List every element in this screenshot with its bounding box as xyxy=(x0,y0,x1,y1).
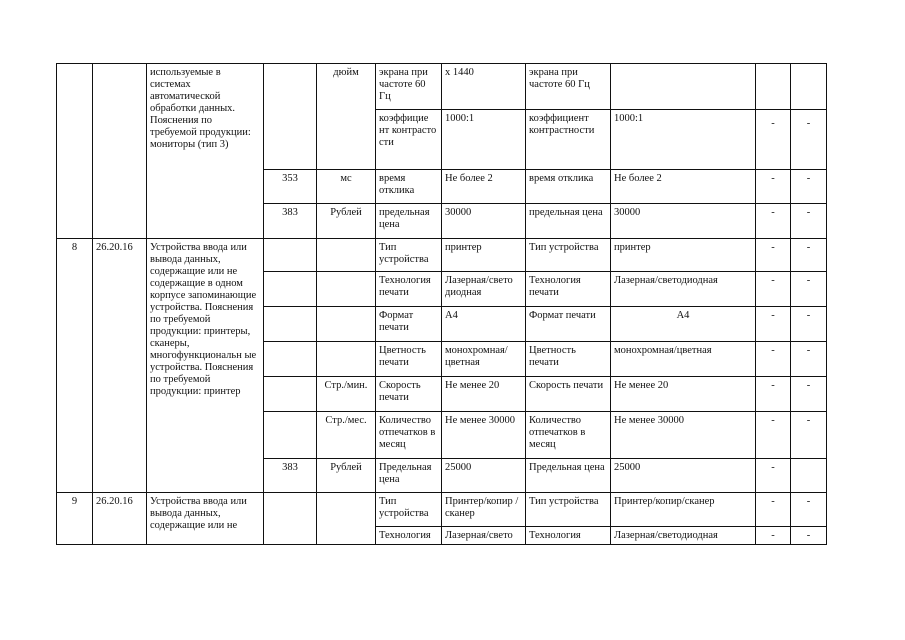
function-purpose: - xyxy=(791,272,827,307)
okei-code: 383 xyxy=(264,459,317,493)
value-act: Не менее 20 xyxy=(442,377,526,412)
unit: дюйм xyxy=(317,64,376,110)
justification: - xyxy=(756,527,791,545)
justification: - xyxy=(756,412,791,459)
function-purpose: - xyxy=(791,342,827,377)
row-number: 8 xyxy=(57,239,93,493)
value-2: Принтер/копир/сканер xyxy=(611,493,756,527)
okei-code xyxy=(264,307,317,342)
unit xyxy=(317,307,376,342)
characteristic: Тип устройства xyxy=(376,239,442,272)
value-act: 1000:1 xyxy=(442,110,526,170)
table-row xyxy=(57,493,827,527)
justification: - xyxy=(756,170,791,204)
characteristic-2: Технология xyxy=(526,527,611,545)
justification: - xyxy=(756,110,791,170)
characteristic: Технология xyxy=(376,527,442,545)
characteristic-2: время отклика xyxy=(526,170,611,204)
unit xyxy=(317,493,376,545)
unit xyxy=(317,342,376,377)
function-purpose: - xyxy=(791,412,827,459)
characteristic-2: Скорость печати xyxy=(526,377,611,412)
function-purpose: - xyxy=(791,204,827,239)
unit xyxy=(317,272,376,307)
okei-code: 383 xyxy=(264,204,317,239)
function-purpose: - xyxy=(791,527,827,545)
justification: - xyxy=(756,377,791,412)
characteristic: время отклика xyxy=(376,170,442,204)
characteristic-2: экрана при частоте 60 Гц xyxy=(526,64,611,110)
value-act: x 1440 xyxy=(442,64,526,110)
value-2: принтер xyxy=(611,239,756,272)
characteristic: коэффицие нт контрасто сти xyxy=(376,110,442,170)
okpd-code: 26.20.16 xyxy=(93,239,147,493)
value-act: Лазерная/свето xyxy=(442,527,526,545)
value-act: 25000 xyxy=(442,459,526,493)
justification: - xyxy=(756,307,791,342)
characteristic-2: коэффициент контрастности xyxy=(526,110,611,170)
unit: Рублей xyxy=(317,459,376,493)
okei-code xyxy=(264,64,317,170)
characteristic: Скорость печати xyxy=(376,377,442,412)
characteristic: Количество отпечатков в месяц xyxy=(376,412,442,459)
value-2: 25000 xyxy=(611,459,756,493)
characteristic-2: Тип устройства xyxy=(526,493,611,527)
function-purpose xyxy=(791,64,827,110)
value-act: монохромная/ цветная xyxy=(442,342,526,377)
okei-code xyxy=(264,272,317,307)
characteristic: предельная цена xyxy=(376,204,442,239)
product-name: используемые в системах автоматической обработки данных. Пояснения по требуемой продукции: мониторы (тип 3) xyxy=(147,64,264,239)
okei-code xyxy=(264,412,317,459)
justification xyxy=(756,64,791,110)
okpd-code: 26.20.16 xyxy=(93,493,147,545)
table-row xyxy=(57,239,827,272)
function-purpose: - xyxy=(791,170,827,204)
characteristic: Технология печати xyxy=(376,272,442,307)
value-act: 30000 xyxy=(442,204,526,239)
row-number xyxy=(57,64,93,239)
characteristic-2: Цветность печати xyxy=(526,342,611,377)
value-2: А4 xyxy=(611,307,756,342)
unit: мс xyxy=(317,170,376,204)
value-2: Лазерная/светодиодная xyxy=(611,527,756,545)
okpd-code xyxy=(93,64,147,239)
justification: - xyxy=(756,342,791,377)
characteristic: Цветность печати xyxy=(376,342,442,377)
table-row xyxy=(57,64,827,110)
value-act: Лазерная/свето диодная xyxy=(442,272,526,307)
value-act: Принтер/копир /сканер xyxy=(442,493,526,527)
okei-code: 353 xyxy=(264,170,317,204)
okei-code xyxy=(264,377,317,412)
value-2: Не менее 20 xyxy=(611,377,756,412)
product-name: Устройства ввода или вывода данных, содержащие или не содержащие в одном корпусе запоминающие устройства. Пояснения по требуемой продукции: принтеры, сканеры, многофункциональн ые устройства. Пояснения по требуемой продукции: принтер xyxy=(147,239,264,493)
justification: - xyxy=(756,493,791,527)
okei-code xyxy=(264,342,317,377)
characteristic-2: Предельная цена xyxy=(526,459,611,493)
specification-table xyxy=(56,63,827,545)
function-purpose xyxy=(791,459,827,493)
characteristic: Тип устройства xyxy=(376,493,442,527)
characteristic-2: предельная цена xyxy=(526,204,611,239)
justification: - xyxy=(756,239,791,272)
function-purpose: - xyxy=(791,307,827,342)
okei-code xyxy=(264,239,317,272)
function-purpose: - xyxy=(791,377,827,412)
value-2: Не менее 30000 xyxy=(611,412,756,459)
function-purpose: - xyxy=(791,493,827,527)
row-number: 9 xyxy=(57,493,93,545)
characteristic-2: Тип устройства xyxy=(526,239,611,272)
value-act: А4 xyxy=(442,307,526,342)
characteristic: Предельная цена xyxy=(376,459,442,493)
justification: - xyxy=(756,272,791,307)
value-act: принтер xyxy=(442,239,526,272)
function-purpose: - xyxy=(791,239,827,272)
justification: - xyxy=(756,459,791,493)
characteristic-2: Технология печати xyxy=(526,272,611,307)
value-2: 1000:1 xyxy=(611,110,756,170)
okei-code xyxy=(264,493,317,545)
value-act: Не более 2 xyxy=(442,170,526,204)
value-2: Не более 2 xyxy=(611,170,756,204)
characteristic-2: Количество отпечатков в месяц xyxy=(526,412,611,459)
value-act: Не менее 30000 xyxy=(442,412,526,459)
justification: - xyxy=(756,204,791,239)
characteristic: экрана при частоте 60 Гц xyxy=(376,64,442,110)
value-2: монохромная/цветная xyxy=(611,342,756,377)
product-name: Устройства ввода или вывода данных, содержащие или не xyxy=(147,493,264,545)
value-2: Лазерная/светодиодная xyxy=(611,272,756,307)
unit: Стр./мес. xyxy=(317,412,376,459)
unit xyxy=(317,110,376,170)
value-2: 30000 xyxy=(611,204,756,239)
unit: Стр./мин. xyxy=(317,377,376,412)
function-purpose: - xyxy=(791,110,827,170)
characteristic: Формат печати xyxy=(376,307,442,342)
unit xyxy=(317,239,376,272)
unit: Рублей xyxy=(317,204,376,239)
characteristic-2: Формат печати xyxy=(526,307,611,342)
value-2 xyxy=(611,64,756,110)
